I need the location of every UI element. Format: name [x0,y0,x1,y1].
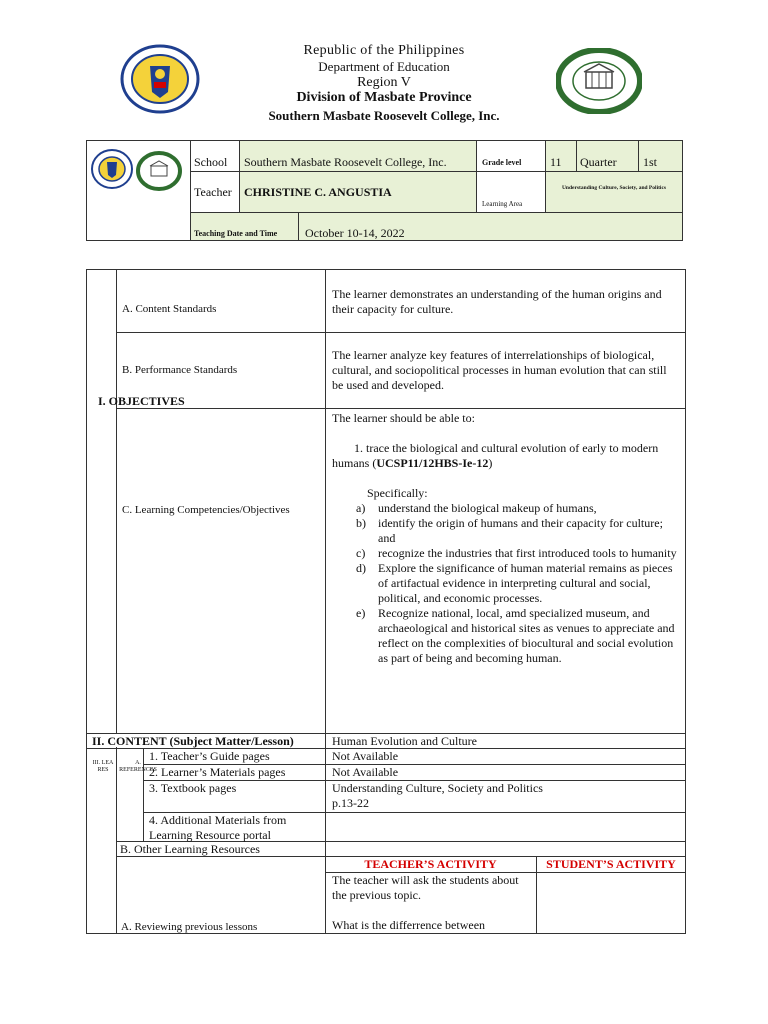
learning-area-value: Understanding Culture, Society, and Politics [561,185,667,191]
teaching-date-label: Teaching Date and Time [194,229,278,238]
learning-area-label: Learning Area [482,200,523,208]
content-label: II. CONTENT (Subject Matter/Lesson) [92,734,294,748]
teacher-activity-header: TEACHER’S ACTIVITY [364,857,497,871]
teachers-guide-value: Not Available [332,749,399,763]
list-item: e) Recognize national, local, amd specialized museum, and archaeological and historical sites as venues to appreciate and reflect on the complexities of biocultural and social evolution as part of being and becoming human. [356,606,675,665]
resources-section-label: III. LEA RES [92,760,114,773]
performance-standards-text: The learner analyze key features of interrelationships of biological, cultural, and sociopolitical processes in human evolution that can still be used and developed. [332,348,667,392]
competencies-label: C. Learning Competencies/Objectives [122,504,290,516]
competencies-intro: The learner should be able to: [332,411,475,425]
specifically-label: Specifically: [367,486,428,500]
header-division: Division of Masbate Province [296,90,472,105]
content-value: Human Evolution and Culture [332,734,477,748]
list-item: b) identify the origin of humans and their capacity for culture; and [356,516,663,545]
teacher-activity-text: The teacher will ask the students about the previous topic. [332,873,519,902]
references-label: A. REFERENCES [119,760,157,773]
school-value: Southern Masbate Roosevelt College, Inc. [244,155,447,169]
objectives-section-label: I. OBJECTIVES [98,394,185,408]
header-school: Southern Masbate Roosevelt College, Inc. [268,108,500,123]
header-region: Region V [357,75,411,90]
school-label: School [194,155,228,169]
teaching-date-value: October 10-14, 2022 [305,226,405,240]
teacher-activity-question: What is the differrence between [332,918,486,932]
teacher-value: CHRISTINE C. ANGUSTIA [244,185,392,199]
learners-materials-value: Not Available [332,765,399,779]
textbook-pages: p.13-22 [332,796,369,810]
school-small-seal-icon [136,151,182,191]
additional-materials-label: 4. Additional Materials from Learning Resource portal [149,813,287,842]
list-item: a) understand the biological makeup of humans, [356,501,597,515]
reviewing-label: A. Reviewing previous lessons [121,921,258,933]
deped-small-seal-icon [90,148,134,190]
content-standards-label: A. Content Standards [122,303,217,315]
teacher-label: Teacher [194,185,232,199]
list-item: c) recognize the industries that first introduced tools to humanity [356,546,677,560]
competency-list [332,501,680,666]
quarter-value: 1st [643,155,658,169]
textbook-value: Understanding Culture, Society and Politics [332,781,543,795]
performance-standards-label: B. Performance Standards [122,364,238,376]
competency-code: UCSP11/12HBS-Ie-12 [376,456,489,470]
competency-main: 1. trace the biological and cultural evolution of early to modern humans (UCSP11/12HBS-Ie-12) [332,441,659,470]
header-republic: Republic of the Philippines [303,43,465,58]
textbook-label: 3. Textbook pages [149,781,237,795]
student-activity-header: STUDENT’S ACTIVITY [546,857,676,871]
learners-materials-label: 2. Learner’s Materials pages [149,765,286,779]
quarter-label: Quarter [580,155,617,169]
grade-level-label: Grade level [482,158,522,167]
competencies-content [332,411,680,666]
teachers-guide-label: 1. Teacher’s Guide pages [149,749,270,763]
header-department: Department of Education [318,59,450,74]
other-resources-label: B. Other Learning Resources [120,842,260,856]
list-item: d) Explore the significance of human material remains as pieces of artifactual evidence in interpreting cultural and social, political, and economic processes. [356,561,673,605]
content-standards-text: The learner demonstrates an understanding of the human origins and their capacity for culture. [332,287,662,316]
grade-level-value: 11 [550,155,562,169]
